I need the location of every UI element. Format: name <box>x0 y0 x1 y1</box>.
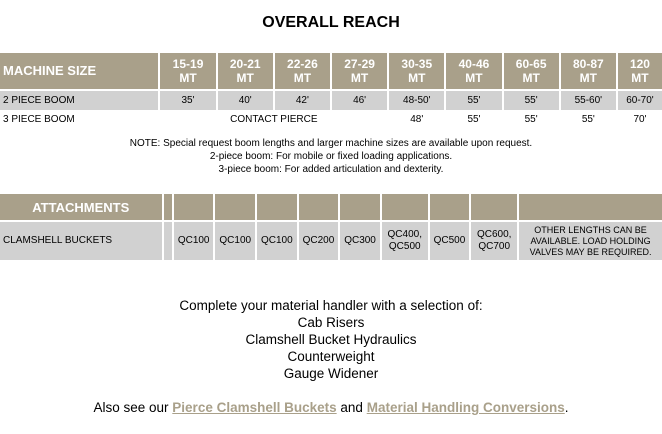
table-cell: 55' <box>504 89 559 110</box>
boom-notes <box>0 137 662 176</box>
header-spacer <box>382 194 428 220</box>
note-line: 2-piece boom: For mobile or fixed loading applications. <box>209 151 453 162</box>
table-cell: 60-70' <box>618 89 662 110</box>
column-header: 15-19 MT <box>160 53 215 89</box>
pierce-clamshell-buckets-link[interactable]: Pierce Clamshell Buckets <box>172 400 337 415</box>
table-cell: 42' <box>275 89 330 110</box>
also-prefix: Also see our <box>93 400 169 415</box>
option-item: Clamshell Bucket Hydraulics <box>245 332 417 347</box>
header-spacer <box>164 194 172 220</box>
table-row-3-piece-boom <box>0 110 662 129</box>
table-cell: QC100 <box>257 220 297 260</box>
row-label: 3 PIECE BOOM <box>0 110 158 129</box>
table-cell: 55' <box>561 110 616 129</box>
table-cell: QC200 <box>299 220 339 260</box>
attachments-table <box>0 194 662 260</box>
options-list <box>0 297 662 382</box>
column-header: 60-65 MT <box>504 53 559 89</box>
note-line: NOTE: Special request boom lengths and larger machine sizes are available upon request. <box>129 138 533 149</box>
column-header: 120 MT <box>618 53 662 89</box>
header-spacer <box>174 194 214 220</box>
table-row-2-piece-boom <box>0 89 662 110</box>
table-cell: QC300 <box>340 220 380 260</box>
table-cell: 55' <box>446 110 501 129</box>
column-header: 27-29 MT <box>332 53 387 89</box>
table-cell: 48-50' <box>389 89 444 110</box>
column-header: 30-35 MT <box>389 53 444 89</box>
row-label: 2 PIECE BOOM <box>0 89 158 110</box>
table-cell: QC600, QC700 <box>471 220 517 260</box>
table-cell: 40' <box>218 89 273 110</box>
machine-size-header: MACHINE SIZE <box>0 53 158 89</box>
contact-pierce-cell: CONTACT PIERCE <box>160 110 387 129</box>
table-cell: QC100 <box>174 220 214 260</box>
header-spacer <box>215 194 255 220</box>
table-cell: QC500 <box>430 220 470 260</box>
table-cell: 55-60' <box>561 89 616 110</box>
other-lengths-note: OTHER LENGTHS CAN BE AVAILABLE. LOAD HOLDING VALVES MAY BE REQUIRED. <box>519 220 662 260</box>
also-middle: and <box>340 400 363 415</box>
table-cell: QC400, QC500 <box>382 220 428 260</box>
header-spacer <box>471 194 517 220</box>
table-cell: QC100 <box>215 220 255 260</box>
header-spacer <box>299 194 339 220</box>
row-label: CLAMSHELL BUCKETS <box>0 220 162 260</box>
header-spacer <box>519 194 662 220</box>
option-item: Cab Risers <box>297 315 365 330</box>
options-intro: Complete your material handler with a selection of: <box>179 298 483 313</box>
option-item: Gauge Widener <box>283 366 379 381</box>
also-see <box>0 400 662 415</box>
column-header: 80-87 MT <box>561 53 616 89</box>
table-cell: 55' <box>446 89 501 110</box>
column-header: 40-46 MT <box>446 53 501 89</box>
table-cell-spacer <box>164 220 172 260</box>
header-spacer <box>257 194 297 220</box>
note-line: 3-piece boom: For added articulation and dexterity. <box>218 164 444 175</box>
table-row-clamshell-buckets <box>0 220 662 260</box>
table-cell: 46' <box>332 89 387 110</box>
header-spacer <box>430 194 470 220</box>
attachments-header: ATTACHMENTS <box>0 194 162 220</box>
overall-reach-table <box>0 53 662 129</box>
material-handling-conversions-link[interactable]: Material Handling Conversions <box>366 400 565 415</box>
option-item: Counterweight <box>287 349 375 364</box>
column-header: 20-21 MT <box>218 53 273 89</box>
table-cell: 70' <box>618 110 662 129</box>
also-suffix: . <box>564 400 569 415</box>
table-cell: 48' <box>389 110 444 129</box>
table-cell: 55' <box>504 110 559 129</box>
column-header: 22-26 MT <box>275 53 330 89</box>
page-title: OVERALL REACH <box>262 14 400 31</box>
table-cell: 35' <box>160 89 215 110</box>
header-spacer <box>340 194 380 220</box>
